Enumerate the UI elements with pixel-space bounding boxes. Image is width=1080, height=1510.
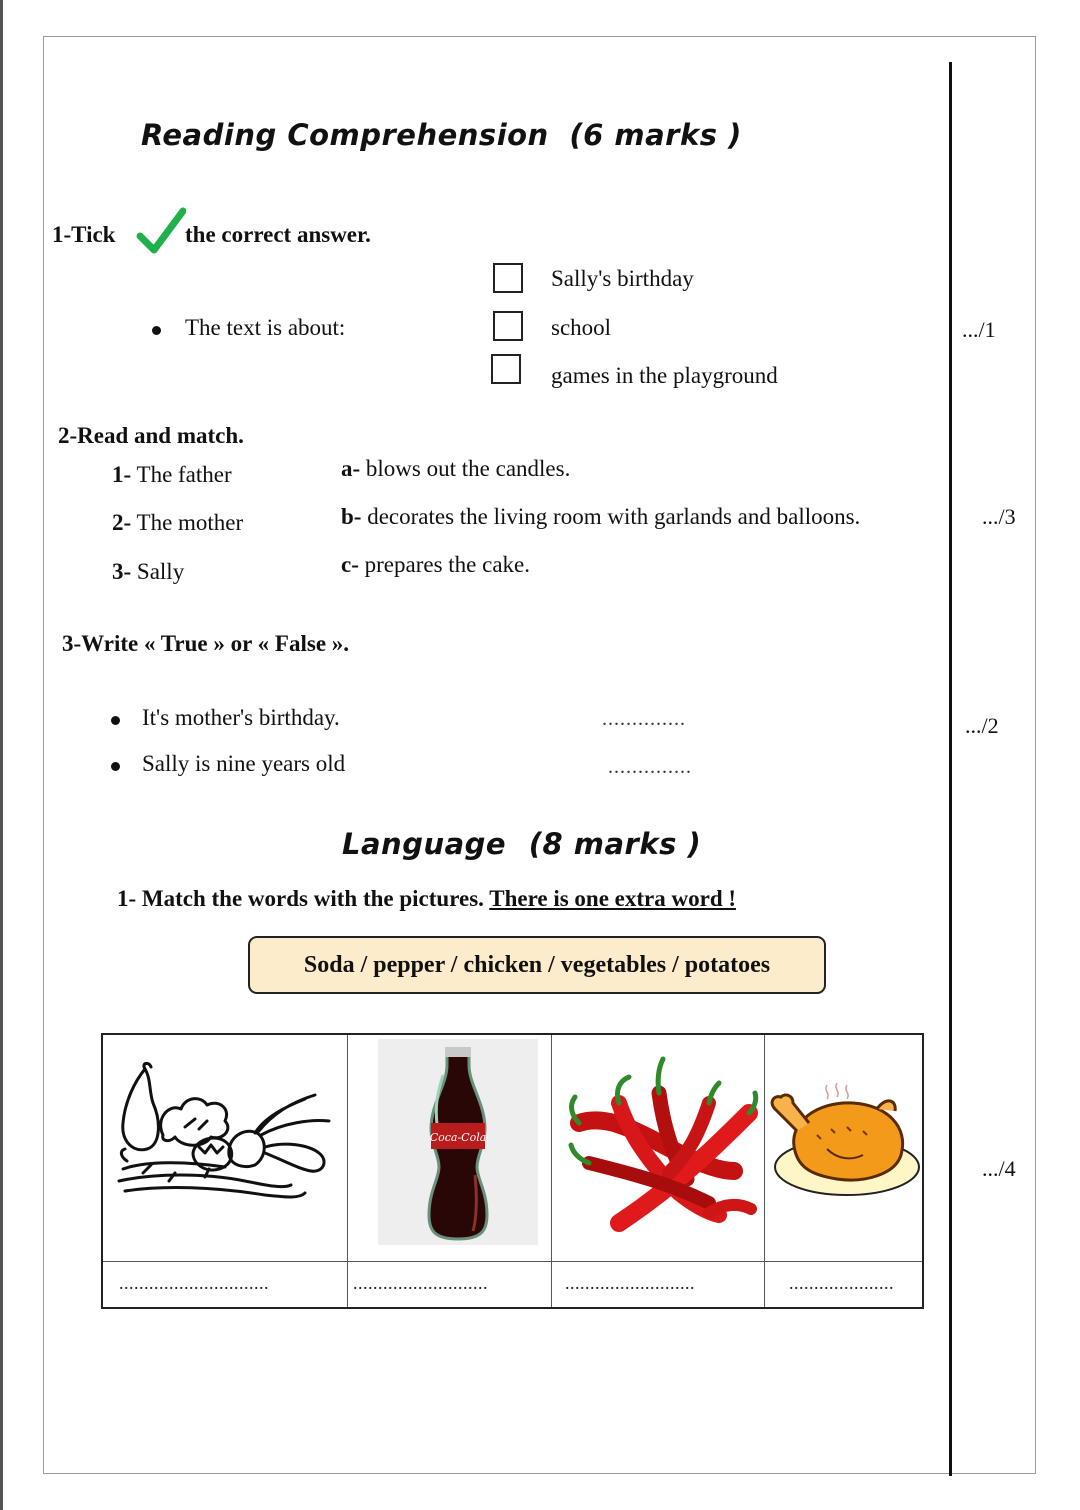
q1-instruction: the correct answer. — [185, 222, 371, 247]
lang-q1-score: .../4 — [982, 1156, 1016, 1181]
language-heading — [342, 827, 701, 861]
q3-statement-1: It's mother's birthday. — [142, 705, 340, 730]
picture-answer-blank-3[interactable]: .......................... — [565, 1273, 695, 1293]
match-left-1: 1- The father — [112, 462, 232, 487]
table-divider — [551, 1035, 552, 1307]
option-checkbox-1[interactable] — [493, 263, 523, 293]
picture-answer-blank-4[interactable]: ..................... — [789, 1273, 894, 1293]
option-label-3: games in the playground — [551, 363, 778, 388]
soda-bottle-picture — [415, 1045, 501, 1245]
reading-marks: (6 marks ) — [569, 118, 742, 152]
lang-q1-note: There is one extra word ! — [489, 886, 737, 911]
q3-answer-blank-1[interactable]: .............. — [602, 708, 686, 730]
language-title: Language — [342, 827, 507, 861]
match-left-2: 2- The mother — [112, 510, 244, 535]
option-checkbox-3[interactable] — [491, 354, 521, 384]
q1-prompt: The text is about: — [185, 315, 346, 340]
option-label-2: school — [551, 315, 612, 340]
q1-label: 1-Tick — [52, 222, 116, 247]
q1-score: .../1 — [962, 317, 996, 342]
marks-margin-line — [949, 62, 952, 1476]
table-divider — [347, 1035, 348, 1307]
check-mark-icon — [136, 206, 186, 256]
match-right-b: b- decorates the living room with garlands and balloons. — [341, 504, 861, 529]
bullet — [111, 716, 120, 725]
match-left-3: 3- Sally — [112, 559, 185, 584]
lang-q1-label: 1- Match the words with the pictures. There is one extra word ! — [117, 886, 737, 911]
bullet — [152, 326, 161, 335]
option-label-1: Sally's birthday — [551, 266, 694, 291]
q2-label: 2-Read and match. — [58, 423, 244, 448]
picture-table — [101, 1033, 924, 1309]
picture-answer-blank-2[interactable]: ........................... — [353, 1273, 488, 1293]
table-divider — [103, 1261, 922, 1262]
word-bank-text: Soda / pepper / chicken / vegetables / potatoes — [303, 951, 771, 978]
reading-heading — [141, 118, 742, 152]
q3-label: 3-Write « True » or « False ». — [62, 631, 350, 656]
soda-logo-text: Coca-Cola — [429, 1131, 487, 1144]
pepper-picture — [559, 1053, 759, 1243]
match-right-c: c- prepares the cake. — [341, 552, 530, 577]
q3-score: .../2 — [965, 713, 999, 738]
table-divider — [764, 1035, 765, 1307]
picture-answer-blank-1[interactable]: .............................. — [119, 1273, 269, 1293]
match-right-a: a- blows out the candles. — [341, 456, 571, 481]
q2-score: .../3 — [982, 504, 1016, 529]
chicken-picture — [767, 1079, 923, 1199]
q3-statement-2: Sally is nine years old — [142, 751, 346, 776]
q3-answer-blank-2[interactable]: .............. — [608, 756, 692, 778]
bullet — [111, 762, 120, 771]
vegetables-picture — [115, 1061, 343, 1211]
language-marks: (8 marks ) — [528, 827, 702, 861]
option-checkbox-2[interactable] — [493, 311, 523, 341]
screen-edge — [0, 0, 3, 1510]
reading-title: Reading Comprehension — [141, 118, 549, 152]
word-bank — [248, 936, 826, 994]
